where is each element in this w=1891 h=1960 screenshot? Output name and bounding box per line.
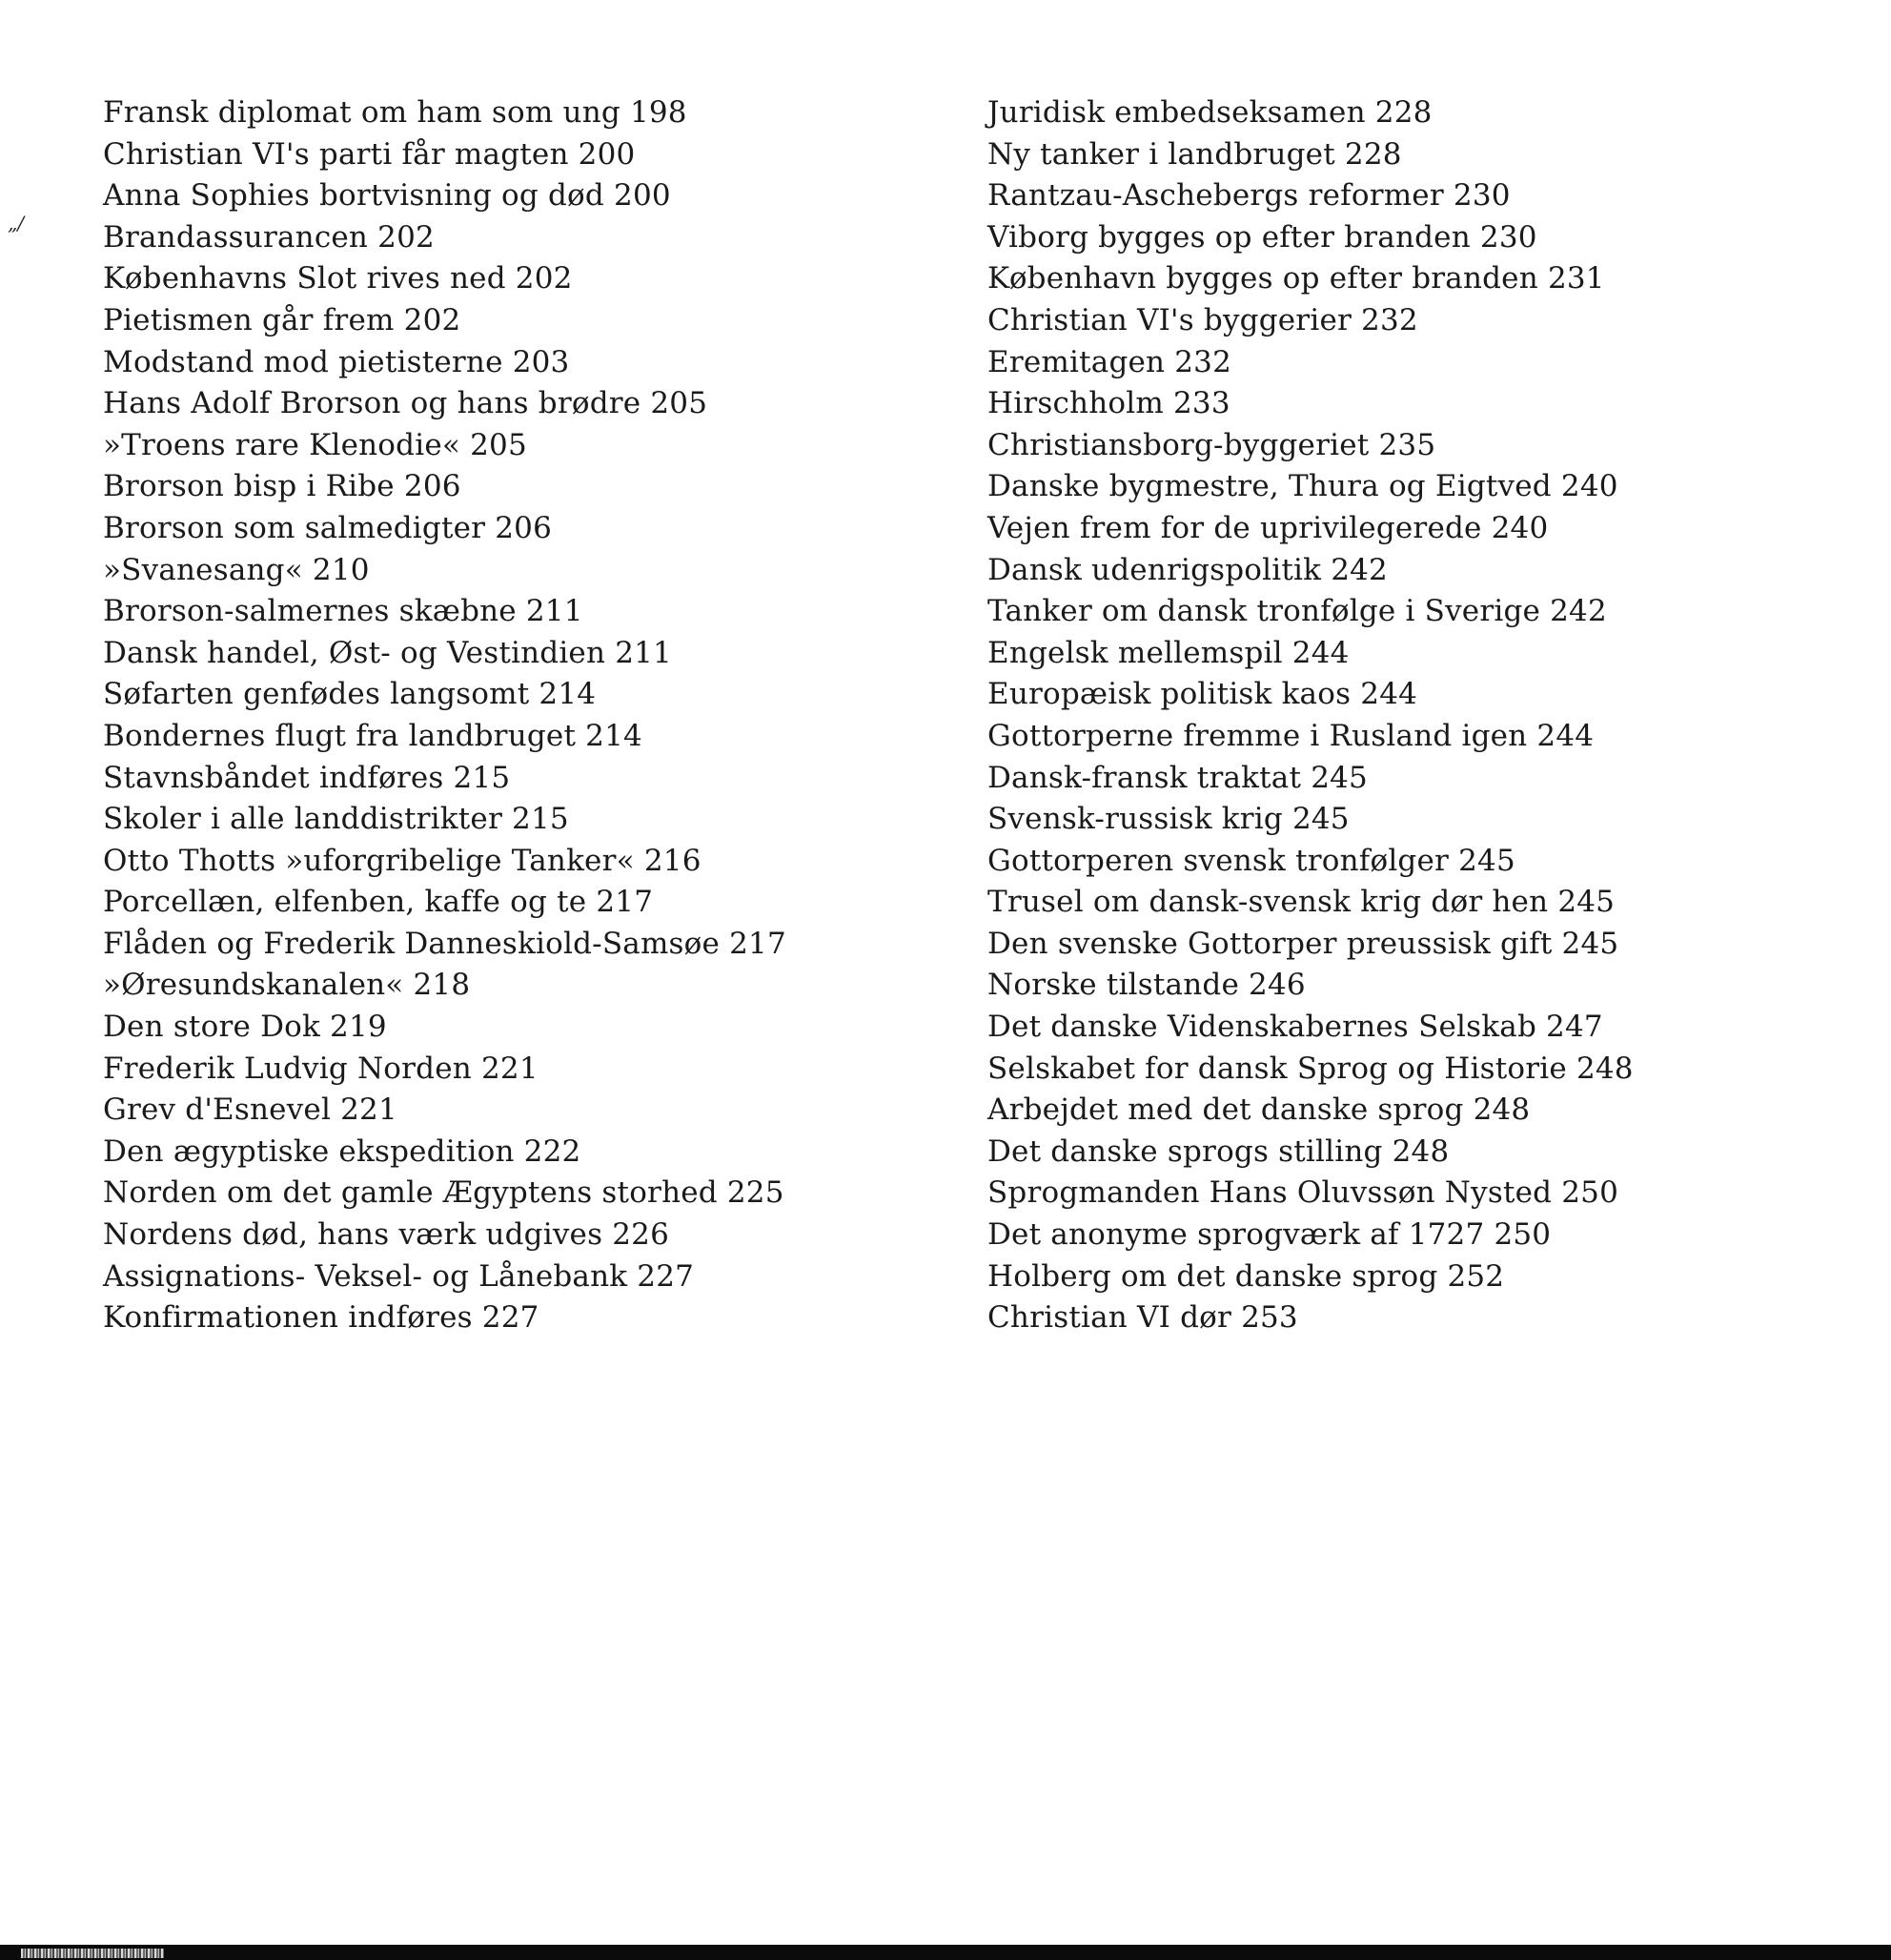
index-entry: Fransk diplomat om ham som ung 198 [103,95,687,130]
index-entry: Brorson som salmedigter 206 [103,510,552,545]
index-entry: Den svenske Gottorper preussisk gift 245 [987,926,1619,961]
index-entry: Arbejdet med det danske sprog 248 [987,1092,1531,1128]
index-entry: Hans Adolf Brorson og hans brødre 205 [103,386,708,421]
index-entry: Danske bygmestre, Thura og Eigtved 240 [987,469,1618,504]
index-entry: Ny tanker i landbruget 228 [987,136,1402,172]
index-entry: Københavns Slot rives ned 202 [103,261,573,296]
index-entry: Eremitagen 232 [987,344,1232,379]
index-entry: Christian VI's parti får magten 200 [103,136,636,172]
index-entry: Grev d'Esnevel 221 [103,1092,397,1128]
index-entry: Nordens død, hans værk udgives 226 [103,1217,670,1253]
index-entry: Gottorperen svensk tronfølger 245 [987,843,1515,878]
index-entry: Sprogmanden Hans Oluvssøn Nysted 250 [987,1175,1619,1211]
index-entry: Juridisk embedseksamen 228 [987,95,1433,130]
index-entry: »Svanesang« 210 [103,552,370,587]
index-entry: Rantzau-Aschebergs reformer 230 [987,178,1511,214]
index-entry: Brorson-salmernes skæbne 211 [103,594,583,629]
index-entry: Det anonyme sprogværk af 1727 250 [987,1217,1552,1253]
index-entry: Christiansborg-byggeriet 235 [987,427,1436,462]
index-entry: Trusel om dansk-svensk krig dør hen 245 [987,885,1616,920]
index-entry: Vejen frem for de uprivilegerede 240 [987,510,1549,545]
index-entry: Tanker om dansk tronfølge i Sverige 242 [987,594,1607,629]
index-entry: Søfarten genfødes langsomt 214 [103,677,597,712]
scan-edge-strip [0,1945,1891,1960]
index-entry: København bygges op efter branden 231 [987,261,1605,296]
index-entry: Norden om det gamle Ægyptens storhed 225 [103,1175,784,1211]
index-entry: Konfirmationen indføres 227 [103,1300,539,1336]
index-entry: Assignations- Veksel- og Lånebank 227 [103,1258,695,1294]
index-entry: Dansk-fransk traktat 245 [987,760,1368,795]
index-entry: Hirschholm 233 [987,386,1230,421]
index-entry: Holberg om det danske sprog 252 [987,1258,1505,1294]
index-entry: Gottorperne fremme i Rusland igen 244 [987,718,1595,753]
index-entry: Porcellæn, elfenben, kaffe og te 217 [103,885,654,920]
index-entry: Den ægyptiske ekspedition 222 [103,1133,581,1169]
index-entry: Anna Sophies bortvisning og død 200 [103,178,671,214]
index-entry: Norske tilstande 246 [987,968,1306,1003]
index-entry: Skoler i alle landdistrikter 215 [103,802,569,837]
index-entry: Stavnsbåndet indføres 215 [103,760,511,795]
index-entry: Europæisk politisk kaos 244 [987,677,1418,712]
index-entry: Det danske Videnskabernes Selskab 247 [987,1010,1603,1045]
stray-mark: „/ [8,212,25,235]
index-entry: Engelsk mellemspil 244 [987,635,1350,670]
index-entry: Pietismen går frem 202 [103,302,461,337]
index-entry: Flåden og Frederik Danneskiold-Samsøe 217 [103,926,786,961]
index-entry: Christian VI dør 253 [987,1300,1298,1336]
index-entry: Bondernes flugt fra landbruget 214 [103,718,642,753]
index-entry: Svensk-russisk krig 245 [987,802,1350,837]
index-entry: Brorson bisp i Ribe 206 [103,469,461,504]
left-column [103,92,786,1339]
index-entry: Modstand mod pietisterne 203 [103,344,570,379]
right-column [987,92,1634,1339]
index-entry: Dansk handel, Øst- og Vestindien 211 [103,635,672,670]
index-entry: Otto Thotts »uforgribelige Tanker« 216 [103,843,702,878]
index-entry: Frederik Ludvig Norden 221 [103,1051,539,1086]
index-entry: Christian VI's byggerier 232 [987,302,1418,337]
index-entry: Selskabet for dansk Sprog og Historie 248 [987,1051,1634,1086]
index-entry: Dansk udenrigspolitik 242 [987,552,1388,587]
index-entry: »Øresundskanalen« 218 [103,968,471,1003]
barcode-fragment [21,1949,164,1958]
index-entry: Det danske sprogs stilling 248 [987,1133,1450,1169]
index-entry: »Troens rare Klenodie« 205 [103,427,527,462]
index-entry: Brandassurancen 202 [103,219,435,255]
index-entry: Den store Dok 219 [103,1010,387,1045]
index-entry: Viborg bygges op efter branden 230 [987,219,1537,255]
